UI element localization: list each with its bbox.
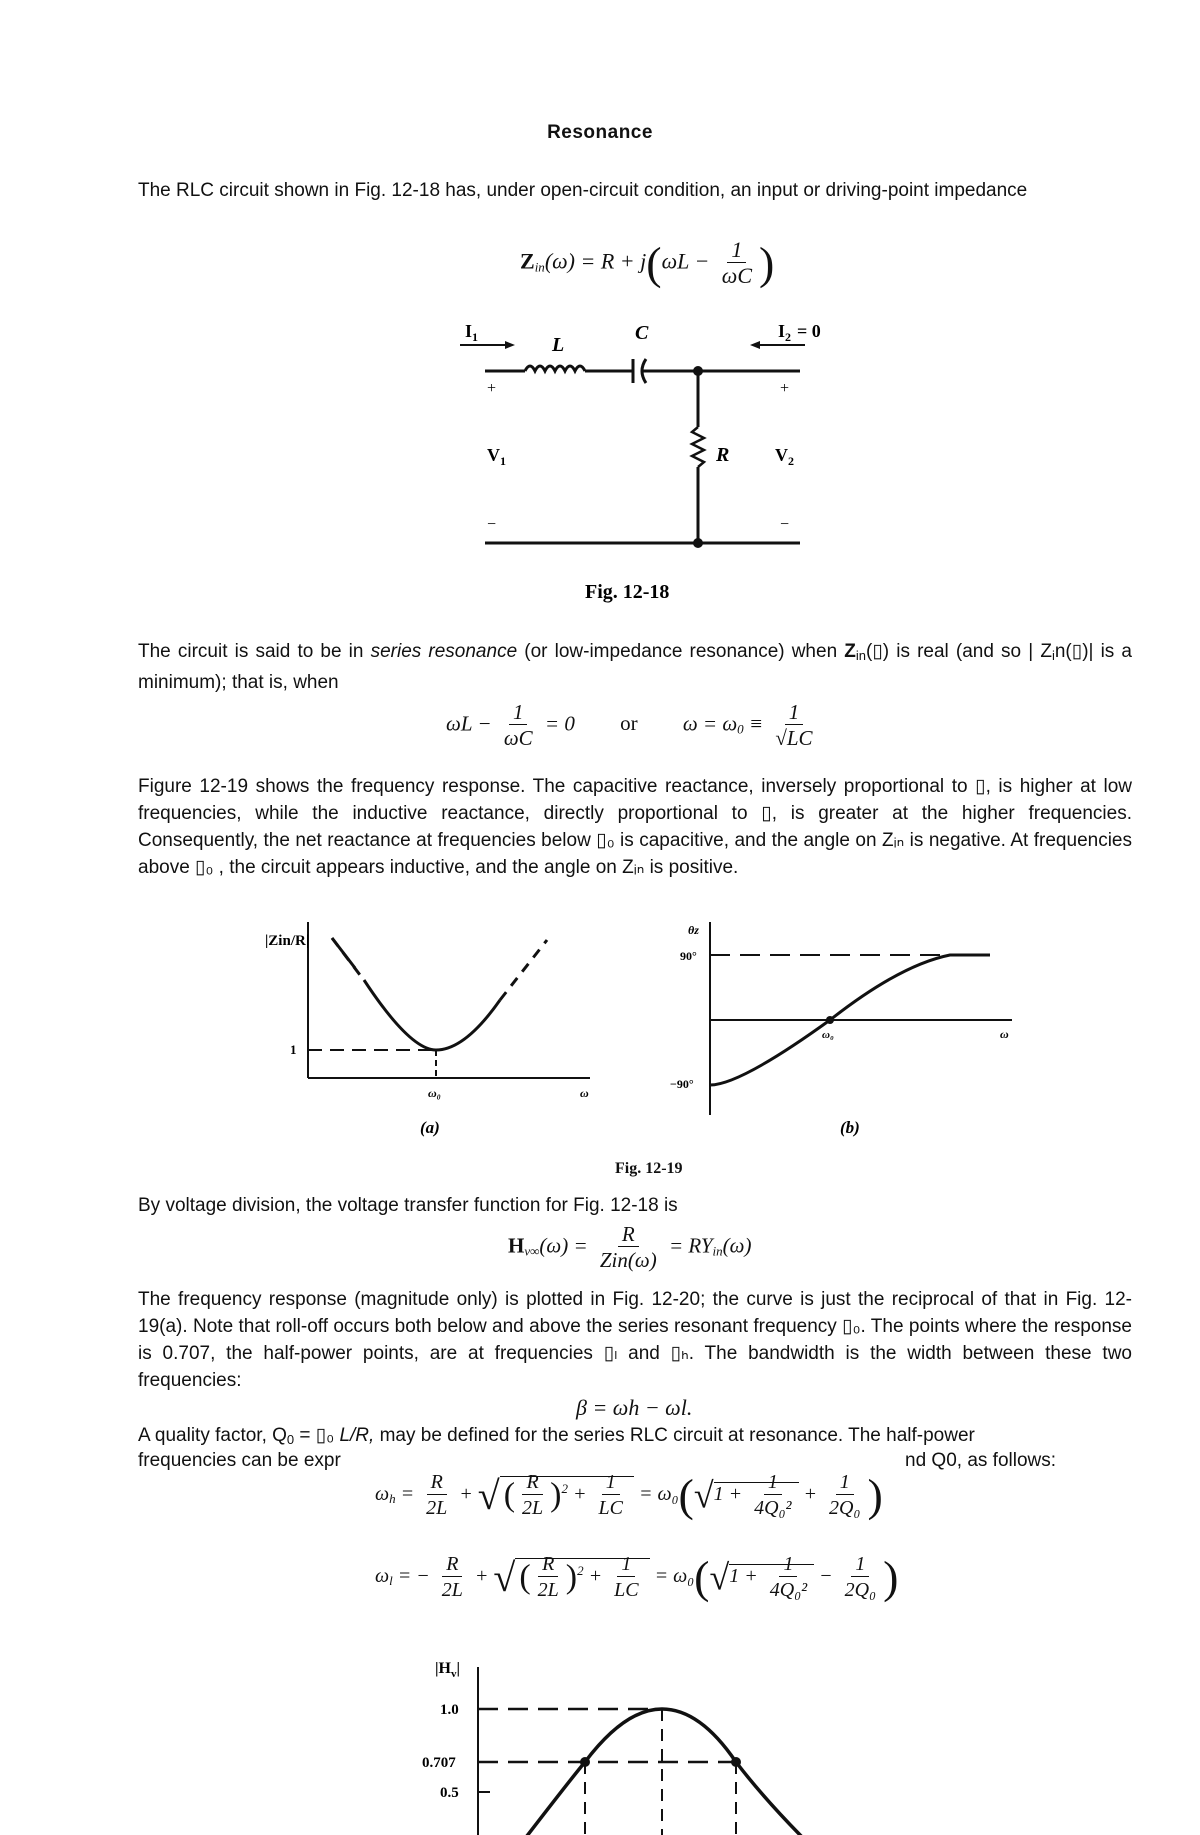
- paragraph-intro: The RLC circuit shown in Fig. 12-18 has, under open-circuit condition, an input or driving-point impedance: [138, 180, 1028, 201]
- eq1-lhs-sub: in: [534, 259, 545, 275]
- eq1-den: ωC: [721, 263, 753, 288]
- label-minus-right: −: [780, 516, 790, 533]
- label-resistor: R: [716, 444, 730, 466]
- eq5-one: 1: [602, 1470, 620, 1495]
- p2-f: n: [1054, 641, 1066, 662]
- plot-c-ylabel: $|H_v|$: [435, 1660, 460, 1680]
- p2-d: Z: [1040, 641, 1052, 662]
- plot-c-tick-0707: 0.707: [422, 1755, 456, 1771]
- p6-a-sub: 0: [286, 1432, 295, 1447]
- paragraph-bandwidth: The frequency response (magnitude only) is plotted in Fig. 12-20; the curve is just the reciprocal of that in Fig. 12-19(a). Note that roll-off occurs both below and above the series resonant frequency ▯₀. The points where the response is 0.707, the half-power points, are at frequencies ▯ₗ and ▯ₕ. The bandwidth is the width between these two frequencies:: [138, 1289, 1132, 1391]
- eq6-one3: 1: [851, 1552, 869, 1577]
- plot-a-xtick: ω₀: [428, 1086, 441, 1100]
- eq5-lhs: ω: [375, 1483, 390, 1506]
- arrow-i2-head: [750, 341, 760, 349]
- plot-a-ylabel: |Zin/R|: [265, 933, 310, 949]
- caption-fig-12-19: Fig. 12-19: [615, 1160, 683, 1177]
- eq3-rhs2: (ω): [722, 1233, 752, 1258]
- plot-fig-12-20: [420, 1655, 860, 1835]
- p6-line2-right: nd Q0, as follows:: [905, 1450, 1057, 1471]
- label-v2: $V_2$: [775, 445, 794, 468]
- p2-e: i: [1051, 648, 1055, 663]
- eq6-w0: ω₀: [673, 1565, 695, 1588]
- plot-c-point-wl: [580, 1757, 590, 1767]
- plot-b-xtick: ω₀: [822, 1029, 834, 1041]
- eq2-num1: 1: [509, 700, 528, 725]
- caption-fig-12-18: Fig. 12-18: [585, 581, 670, 603]
- plot-b-w0-point: [826, 1016, 834, 1024]
- eq2-den2: √LC: [775, 726, 813, 750]
- plot-a-curve-solid: [332, 938, 500, 1050]
- plot-a-curve-right-dash: [500, 940, 547, 1000]
- p6-line2-left: frequencies can be expr: [138, 1450, 341, 1471]
- eq6-minus: −: [819, 1565, 833, 1588]
- plot-fig-12-19a: [260, 920, 600, 1145]
- eq3-lhs: H: [508, 1233, 525, 1258]
- label-capacitor: C: [635, 322, 649, 344]
- plot-c-tick-05-label: 0.5: [440, 1785, 459, 1801]
- eq3-num: R: [618, 1222, 639, 1247]
- p2-zsub: in: [855, 648, 866, 663]
- eq6-q: 4Q₀²: [769, 1579, 808, 1601]
- plot-c-curve: [520, 1709, 810, 1835]
- eq5-lc: LC: [598, 1497, 623, 1519]
- eq5-2l: 2L: [426, 1497, 448, 1519]
- eq5-one3: 1: [836, 1470, 854, 1495]
- eq2-or: or: [620, 711, 638, 736]
- label-i1: $I_1$: [465, 321, 479, 344]
- label-minus-left: −: [487, 516, 497, 533]
- paragraph-frequency-response: Figure 12-19 shows the frequency response. The capacitive reactance, inversely proportional to ▯, is higher at low frequencies, while the inductive reactance, directly proportional to ▯, is greater at the higher frequencies. Consequently, the net reactance at frequencies below ▯₀ is capacitive, and the angle on Zᵢₙ is negative. At frequencies above ▯₀ , the circuit appears inductive, and the angle on Zᵢₙ is positive.: [138, 776, 1132, 878]
- equation-zin: $Z_{in}(\omega) = R + j(\omega L$ − $\frac{1}{\omega C}$ ): [520, 237, 775, 289]
- eq2-den1: ωC: [503, 726, 533, 750]
- eq3-rhs-sub: in: [712, 1243, 723, 1259]
- page-title: Resonance: [547, 122, 653, 143]
- eq5-2l2: 2L: [522, 1497, 544, 1519]
- plot-fig-12-19b: [660, 920, 1020, 1145]
- paragraph-quality-factor: [138, 1422, 1132, 1453]
- eq2-eq0: = 0: [539, 711, 575, 736]
- plot-c-tick-1: 1.0: [440, 1702, 459, 1718]
- plot-a-ytick: 1: [290, 1042, 297, 1057]
- eq5-one2: 1: [764, 1470, 782, 1495]
- equation-resonance-condition: [446, 700, 820, 751]
- eq1-num: 1: [727, 238, 746, 263]
- eq6-tq: 2Q₀: [844, 1579, 877, 1601]
- label-inductor: L: [552, 334, 565, 356]
- eq5-plus: +: [803, 1483, 818, 1506]
- eq3-den: Zin(ω): [599, 1248, 657, 1272]
- eq5-w0: ω₀: [657, 1483, 679, 1506]
- eq2-left: ωL −: [446, 711, 497, 736]
- eq6-r: R: [442, 1552, 462, 1577]
- p6-b: = ▯₀: [294, 1425, 340, 1446]
- eq5-r2: R: [522, 1470, 542, 1495]
- paragraph-series-resonance: [138, 638, 1132, 696]
- eq6-r2: R: [538, 1552, 558, 1577]
- plot-c-point-wh: [731, 1757, 741, 1767]
- eq6-lc: LC: [614, 1579, 639, 1601]
- equation-transfer-function: [508, 1222, 751, 1273]
- equation-bandwidth: β = ωh − ωl.: [576, 1395, 693, 1420]
- p2-b: (or low-impedance resonance) when: [517, 641, 845, 662]
- circuit-diagram-fig-12-18: [430, 315, 850, 610]
- p2-c: (▯) is real (and so |: [866, 641, 1034, 662]
- eq2-equiv: ≡: [743, 711, 769, 736]
- p6-c: may be defined for the series RLC circuit at resonance. The half-power: [374, 1425, 975, 1446]
- p6-em: L/R,: [339, 1425, 375, 1446]
- eq5-lhs-sub: h: [389, 1491, 396, 1507]
- arrow-i1-head: [505, 341, 515, 349]
- node-bottom: [693, 538, 703, 548]
- eq1-lhs: Z: [520, 248, 535, 274]
- eq6-2l2: 2L: [537, 1579, 559, 1601]
- plot-b-ylabel: θz: [688, 923, 699, 937]
- eq6-lhs: ω: [375, 1565, 390, 1588]
- label-i2: $I_2 = 0$: [778, 321, 821, 344]
- eq6-2l: 2L: [441, 1579, 463, 1601]
- p6-a: A quality factor, Q: [138, 1425, 287, 1446]
- paragraph-voltage-division: By voltage division, the voltage transfer function for Fig. 12-18 is: [138, 1195, 678, 1216]
- eq1-arg: (ω) = R + j: [544, 248, 647, 274]
- eq3-lhs-sub: v∞: [524, 1243, 540, 1259]
- plot-a-panel: (a): [420, 1118, 440, 1137]
- eq5-tq: 2Q₀: [829, 1497, 861, 1519]
- eq3-rhs: = RY: [663, 1233, 713, 1258]
- label-plus-right: +: [780, 380, 790, 397]
- inductor-symbol: [525, 366, 585, 371]
- p2-z: Z: [844, 641, 856, 662]
- plot-a-xlabel: ω: [580, 1086, 589, 1100]
- eq2-right-sub: 0: [737, 721, 744, 737]
- p2-em: series resonance: [370, 641, 518, 662]
- plot-a-curve-left-dash: [332, 938, 360, 975]
- eq5-q: 4Q₀²: [754, 1497, 792, 1519]
- equation-omega-h: $\omega_h$ = $\frac{R}{2L}$ + √ ( $\frac{R}{2L}$ )$^2$ + $\frac{1}{LC}$ = ω₀(√1 + $\frac{1}{\text{4Q₀²}}$ + $\frac{1}{\text{2Q₀}}$ ): [375, 1469, 883, 1521]
- eq2-right: ω = ω: [682, 711, 738, 736]
- eq6-lhs-sub: l: [389, 1573, 393, 1589]
- eq2-num2: 1: [785, 700, 804, 725]
- eq6-one: 1: [617, 1552, 635, 1577]
- label-v1: $V_1$: [487, 445, 506, 468]
- p2-g: (▯)| is a minimum); that is, when: [138, 641, 1132, 693]
- plot-b-xlabel: ω: [1000, 1027, 1009, 1041]
- eq1-term: ωL −: [661, 248, 715, 274]
- eq3-arg: (ω) =: [539, 1233, 593, 1258]
- plot-b-ybottom: −90°: [670, 1077, 694, 1091]
- eq5-r: R: [427, 1470, 447, 1495]
- equation-omega-l: $\omega_l$ = − $\frac{R}{2L}$ + √ ( $\frac{R}{2L}$ )$^2$ + $\frac{1}{LC}$ = ω₀(√1 + $\frac{1}{\text{4Q₀²}}$ − $\frac{1}{\text{2Q₀}}$ ): [375, 1551, 899, 1603]
- plot-b-panel: (b): [840, 1118, 860, 1137]
- resistor-symbol: [692, 427, 704, 467]
- plot-b-ytop: 90°: [680, 949, 697, 963]
- label-plus-left: +: [487, 380, 497, 397]
- p2-a: The circuit is said to be in: [138, 641, 371, 662]
- eq6-one2: 1: [779, 1552, 797, 1577]
